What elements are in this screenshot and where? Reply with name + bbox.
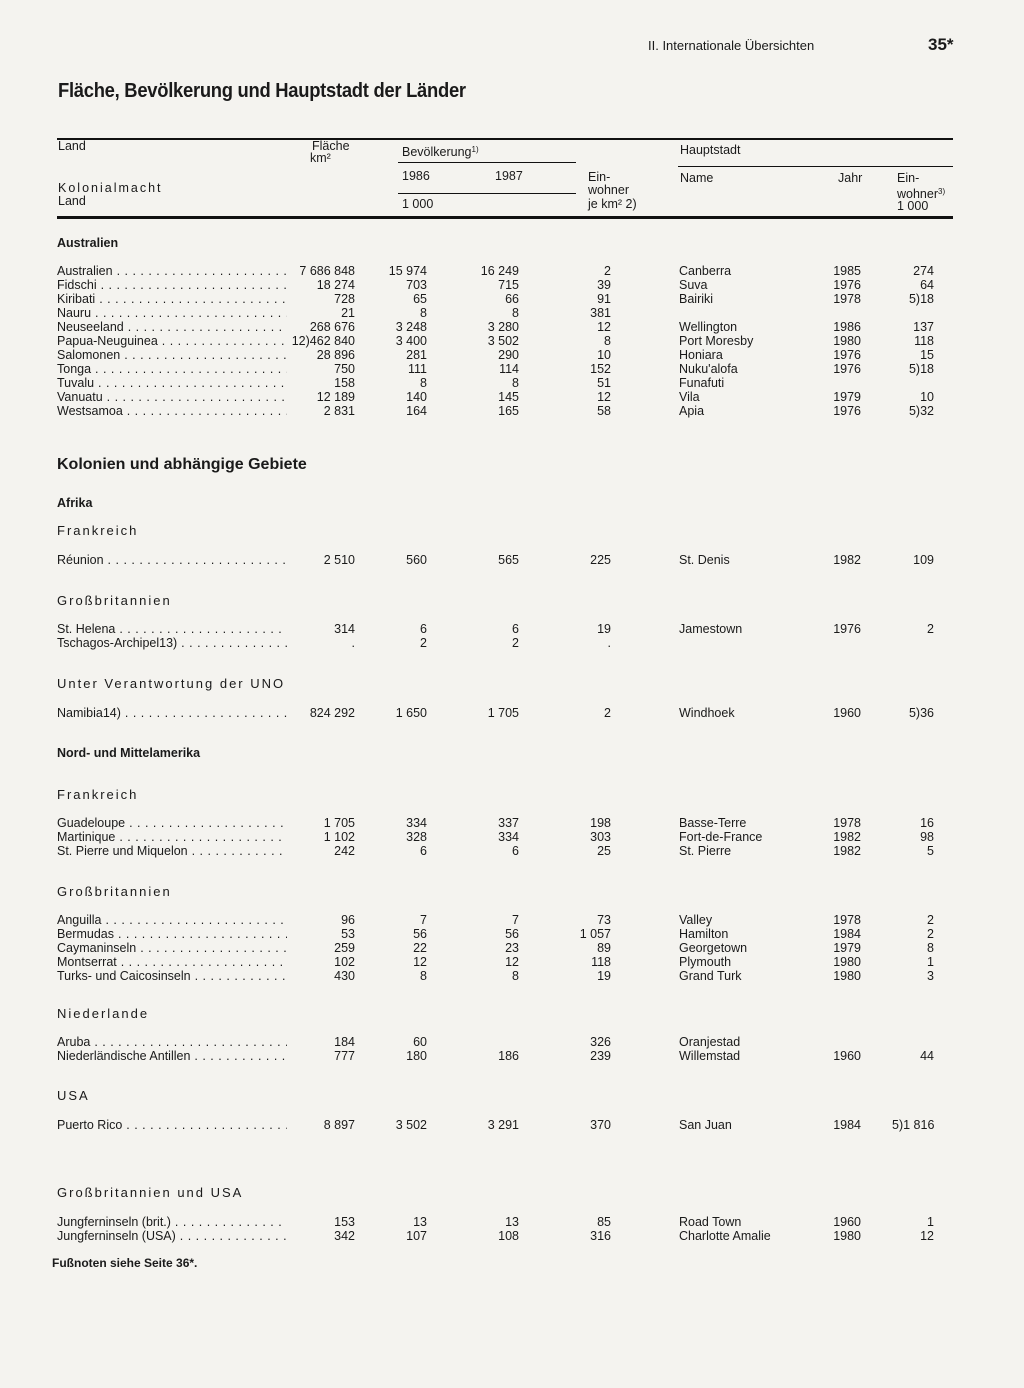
hauptstadt-rule: [678, 166, 953, 167]
capital-year: 1976: [833, 622, 861, 636]
capital-name: Wellington: [679, 320, 738, 334]
country-name: Puerto Rico . . .: [57, 1118, 287, 1132]
capital-name: Funafuti: [679, 376, 725, 390]
population-1986: 107: [406, 1229, 427, 1243]
capital-year: 1976: [833, 362, 861, 376]
country-name: Montserrat . . .: [57, 955, 287, 969]
area-value: 430: [334, 969, 355, 983]
col-unit-1000-h: 1 000: [897, 199, 929, 213]
density-value: 91: [597, 292, 611, 306]
table-head-bottom-rule: [57, 216, 953, 219]
capital-name: Valley: [679, 913, 713, 927]
capital-name: Honiara: [679, 348, 723, 362]
population-1987: 12: [505, 955, 519, 969]
capital-name: Hamilton: [679, 927, 729, 941]
col-je-km2: je km² 2): [588, 197, 637, 211]
capital-inhabitants: 5)18: [908, 362, 934, 376]
region-australien: Australien: [57, 236, 119, 250]
col-1986: 1986: [402, 169, 430, 183]
population-1987: 8: [512, 376, 519, 390]
country-name: Salomonen . . .: [57, 348, 287, 362]
region-afrika: Afrika: [57, 496, 93, 510]
density-value: 2: [604, 264, 611, 278]
population-1986: 281: [406, 348, 427, 362]
country-name: Vanuatu . . .: [57, 390, 287, 404]
capital-year: 1960: [833, 1049, 861, 1063]
capital-name: Jamestown: [679, 622, 743, 636]
capital-name: Apia: [679, 404, 705, 418]
area-value: 1 102: [323, 830, 355, 844]
area-value: 12 189: [316, 390, 355, 404]
colony-frankreich-1: Frankreich: [57, 523, 139, 538]
capital-name: Willemstad: [679, 1049, 741, 1063]
capital-year: 1986: [833, 320, 861, 334]
population-1987: 16 249: [480, 264, 519, 278]
area-value: 242: [334, 844, 355, 858]
area-value: 2 510: [323, 553, 355, 567]
population-1987: 165: [498, 404, 519, 418]
country-name: Nauru . . .: [57, 306, 287, 320]
density-value: 381: [590, 306, 611, 320]
section-kolonien: Kolonien und abhängige Gebiete: [57, 456, 307, 473]
country-name: Niederländische Antillen . . .: [57, 1049, 287, 1063]
population-1987: 114: [499, 362, 519, 376]
density-value: 85: [597, 1215, 611, 1229]
density-value: 8: [604, 334, 611, 348]
population-1987: 186: [498, 1049, 519, 1063]
capital-name: Fort-de-France: [679, 830, 763, 844]
capital-name: Nuku'alofa: [679, 362, 738, 376]
country-name: St. Pierre und Miquelon . . .: [57, 844, 287, 858]
country-name: Aruba . . .: [57, 1035, 287, 1049]
capital-inhabitants: 44: [920, 1049, 934, 1063]
area-value: 8 897: [323, 1118, 355, 1132]
footnote: Fußnoten siehe Seite 36*.: [52, 1256, 198, 1270]
capital-name: St. Denis: [679, 553, 730, 567]
colony-gb-usa: Großbritannien und USA: [57, 1185, 244, 1200]
capital-inhabitants: 10: [920, 390, 934, 404]
capital-name: Road Town: [679, 1215, 742, 1229]
country-name: Tuvalu . . .: [57, 376, 287, 390]
capital-inhabitants: 5)36: [908, 706, 934, 720]
country-name: Réunion . . .: [57, 553, 287, 567]
capital-year: 1984: [833, 1118, 861, 1132]
capital-inhabitants: 137: [913, 320, 934, 334]
density-value: 370: [590, 1118, 611, 1132]
population-1986: 3 502: [395, 1118, 427, 1132]
capital-inhabitants: 109: [913, 553, 934, 567]
capital-inhabitants: 5: [927, 844, 934, 858]
area-value: 7 686 848: [299, 264, 355, 278]
population-1986: 140: [406, 390, 427, 404]
capital-name: Windhoek: [679, 706, 735, 720]
colony-gb-1: Großbritannien: [57, 593, 172, 608]
col-unit-1000: 1 000: [402, 197, 434, 211]
col-kolonialmacht: Kolonialmacht: [58, 181, 163, 195]
country-name: Australien . . .: [57, 264, 287, 278]
capital-name: Basse-Terre: [679, 816, 747, 830]
area-value: 777: [334, 1049, 355, 1063]
colony-frankreich-2: Frankreich: [57, 787, 139, 802]
capital-year: 1982: [833, 844, 861, 858]
capital-inhabitants: 5)18: [908, 292, 934, 306]
population-1986: 6: [420, 622, 427, 636]
colony-gb-2: Großbritannien: [57, 884, 172, 899]
population-1986: 111: [407, 362, 427, 376]
area-value: 342: [334, 1229, 355, 1243]
population-1986: 3 400: [395, 334, 427, 348]
area-value: 728: [334, 292, 355, 306]
country-name: Tschagos-Archipel13) . . .: [57, 636, 287, 650]
country-name: Jungferninseln (brit.) . . .: [57, 1215, 287, 1229]
density-value: 19: [597, 622, 611, 636]
unit-rule: [398, 193, 576, 194]
population-1986: 180: [406, 1049, 427, 1063]
capital-name: Oranjestad: [679, 1035, 741, 1049]
population-1986: 3 248: [395, 320, 427, 334]
density-value: 25: [597, 844, 611, 858]
capital-inhabitants: 5)32: [908, 404, 934, 418]
country-name: Kiribati . . .: [57, 292, 287, 306]
area-value: 12)462 840: [291, 334, 355, 348]
capital-inhabitants: 64: [920, 278, 934, 292]
area-value: 18 274: [316, 278, 355, 292]
population-1987: 334: [498, 830, 519, 844]
population-1987: 13: [505, 1215, 519, 1229]
population-1987: 3 280: [487, 320, 519, 334]
population-1987: 56: [505, 927, 519, 941]
country-name: Caymaninseln . . .: [57, 941, 287, 955]
country-name: Westsamoa . . .: [57, 404, 287, 418]
area-value: .: [351, 636, 355, 650]
capital-year: 1982: [833, 553, 861, 567]
capital-name: Suva: [679, 278, 708, 292]
colony-uno: Unter Verantwortung der UNO: [57, 676, 286, 691]
density-value: 10: [597, 348, 611, 362]
area-value: 184: [334, 1035, 355, 1049]
density-value: 303: [590, 830, 611, 844]
density-value: 58: [597, 404, 611, 418]
country-name: Martinique . . .: [57, 830, 287, 844]
area-value: 1 705: [323, 816, 355, 830]
country-name: Papua-Neuguinea . . .: [57, 334, 287, 348]
area-value: 268 676: [309, 320, 355, 334]
population-1986: 15 974: [388, 264, 427, 278]
capital-inhabitants: 16: [920, 816, 934, 830]
colony-usa: USA: [57, 1088, 90, 1103]
area-value: 96: [341, 913, 355, 927]
capital-year: 1985: [833, 264, 861, 278]
population-1986: 13: [413, 1215, 427, 1229]
population-1987: 145: [498, 390, 519, 404]
colony-niederlande: Niederlande: [57, 1006, 150, 1021]
area-value: 750: [334, 362, 355, 376]
population-1986: 164: [406, 404, 427, 418]
col-ein-h: Ein-: [897, 171, 920, 185]
capital-year: 1979: [833, 941, 861, 955]
capital-year: 1960: [833, 1215, 861, 1229]
bev-rule: [398, 162, 576, 163]
population-1986: 8: [420, 376, 427, 390]
capital-name: Canberra: [679, 264, 732, 278]
col-wohner-h: wohner$^{3)}$: [897, 187, 946, 201]
country-name: Bermudas . . .: [57, 927, 287, 941]
col-flaeche: Fläche: [312, 139, 350, 153]
population-1986: 7: [420, 913, 427, 927]
capital-inhabitants: 3: [927, 969, 934, 983]
population-1987: 3 291: [487, 1118, 519, 1132]
col-1987: 1987: [495, 169, 523, 183]
capital-year: 1982: [833, 830, 861, 844]
running-header: II. Internationale Übersichten: [648, 38, 815, 53]
population-1987: 290: [498, 348, 519, 362]
density-value: 118: [591, 955, 611, 969]
area-value: 153: [334, 1215, 355, 1229]
country-name: Jungferninseln (USA) . . .: [57, 1229, 287, 1243]
density-value: 73: [597, 913, 611, 927]
population-1986: 8: [420, 969, 427, 983]
population-1986: 22: [413, 941, 427, 955]
population-1986: 1 650: [395, 706, 427, 720]
population-1987: 6: [512, 622, 519, 636]
area-value: 314: [334, 622, 355, 636]
page-number: 35*: [928, 35, 954, 54]
capital-name: Vila: [679, 390, 700, 404]
col-land-2: Land: [58, 194, 86, 208]
population-1987: 8: [512, 306, 519, 320]
capital-inhabitants: 2: [927, 913, 934, 927]
capital-name: Plymouth: [679, 955, 732, 969]
capital-year: 1978: [833, 816, 861, 830]
col-jahr: Jahr: [838, 171, 863, 185]
capital-year: 1978: [833, 292, 861, 306]
density-value: 198: [590, 816, 611, 830]
density-value: 1 057: [579, 927, 611, 941]
population-1986: 703: [406, 278, 427, 292]
capital-year: 1980: [833, 955, 861, 969]
population-1986: 56: [413, 927, 427, 941]
country-name: Anguilla . . .: [57, 913, 287, 927]
density-value: 225: [590, 553, 611, 567]
population-1986: 12: [413, 955, 427, 969]
capital-name: Georgetown: [679, 941, 748, 955]
capital-inhabitants: 98: [920, 830, 934, 844]
area-value: 102: [334, 955, 355, 969]
capital-year: 1976: [833, 404, 861, 418]
area-value: 2 831: [323, 404, 355, 418]
capital-inhabitants: 15: [920, 348, 934, 362]
capital-inhabitants: 274: [913, 264, 934, 278]
population-1987: 66: [505, 292, 519, 306]
population-1986: 334: [406, 816, 427, 830]
capital-inhabitants: 1: [927, 1215, 934, 1229]
density-value: .: [607, 636, 611, 650]
population-1987: 3 502: [487, 334, 519, 348]
col-bevoelkerung: Bevölkerung$^{1)}$: [402, 145, 479, 159]
capital-inhabitants: 2: [927, 622, 934, 636]
capital-name: Port Moresby: [679, 334, 754, 348]
col-land: Land: [58, 139, 86, 153]
capital-name: St. Pierre: [679, 844, 732, 858]
population-1987: 2: [512, 636, 519, 650]
capital-year: 1980: [833, 334, 861, 348]
area-value: 28 896: [316, 348, 355, 362]
population-1986: 60: [413, 1035, 427, 1049]
population-1987: 565: [498, 553, 519, 567]
col-name: Name: [680, 171, 714, 185]
population-1986: 8: [420, 306, 427, 320]
density-value: 2: [604, 706, 611, 720]
density-value: 326: [590, 1035, 611, 1049]
density-value: 12: [597, 320, 611, 334]
density-value: 89: [597, 941, 611, 955]
capital-name: Bairiki: [679, 292, 714, 306]
capital-year: 1979: [833, 390, 861, 404]
country-name: Guadeloupe . . .: [57, 816, 287, 830]
page-title: Fläche, Bevölkerung und Hauptstadt der Länder: [58, 80, 466, 102]
capital-year: 1978: [833, 913, 861, 927]
col-einwohner: Ein-: [588, 170, 611, 184]
country-name: Fidschi . . .: [57, 278, 287, 292]
country-name: Tonga . . .: [57, 362, 287, 376]
population-1987: 6: [512, 844, 519, 858]
country-name: Turks- und Caicosinseln . . .: [57, 969, 287, 983]
col-wohner: wohner: [588, 183, 629, 197]
col-hauptstadt: Hauptstadt: [680, 143, 741, 157]
capital-year: 1980: [833, 969, 861, 983]
population-1986: 2: [420, 636, 427, 650]
density-value: 39: [597, 278, 611, 292]
population-1987: 23: [505, 941, 519, 955]
density-value: 19: [597, 969, 611, 983]
population-1987: 715: [498, 278, 519, 292]
area-value: 53: [341, 927, 355, 941]
population-1987: 7: [512, 913, 519, 927]
population-1986: 560: [406, 553, 427, 567]
density-value: 12: [597, 390, 611, 404]
population-1986: 328: [406, 830, 427, 844]
capital-inhabitants: 8: [927, 941, 934, 955]
area-value: 158: [334, 376, 355, 390]
table-top-rule: [57, 138, 953, 140]
capital-inhabitants: 12: [920, 1229, 934, 1243]
capital-year: 1976: [833, 348, 861, 362]
capital-year: 1960: [833, 706, 861, 720]
capital-year: 1976: [833, 278, 861, 292]
country-name: Neuseeland . . .: [57, 320, 287, 334]
capital-inhabitants: 118: [914, 334, 934, 348]
country-name: St. Helena . . .: [57, 622, 287, 636]
area-value: 21: [341, 306, 355, 320]
col-flaeche-unit: km²: [310, 151, 331, 165]
population-1987: 8: [512, 969, 519, 983]
region-nordamerika: Nord- und Mittelamerika: [57, 746, 201, 760]
capital-name: San Juan: [679, 1118, 732, 1132]
density-value: 152: [590, 362, 611, 376]
population-1986: 65: [413, 292, 427, 306]
population-1987: 1 705: [487, 706, 519, 720]
capital-inhabitants: 5)1 816: [892, 1118, 935, 1132]
population-1987: 108: [498, 1229, 519, 1243]
population-1986: 6: [420, 844, 427, 858]
population-1987: 337: [498, 816, 519, 830]
area-value: 259: [334, 941, 355, 955]
capital-year: 1984: [833, 927, 861, 941]
area-value: 824 292: [309, 706, 355, 720]
capital-name: Grand Turk: [679, 969, 742, 983]
density-value: 316: [590, 1229, 611, 1243]
density-value: 239: [590, 1049, 611, 1063]
capital-inhabitants: 2: [927, 927, 934, 941]
capital-inhabitants: 1: [927, 955, 934, 969]
country-name: Namibia14) . . .: [57, 706, 287, 720]
capital-year: 1980: [833, 1229, 861, 1243]
capital-name: Charlotte Amalie: [679, 1229, 771, 1243]
density-value: 51: [597, 376, 611, 390]
